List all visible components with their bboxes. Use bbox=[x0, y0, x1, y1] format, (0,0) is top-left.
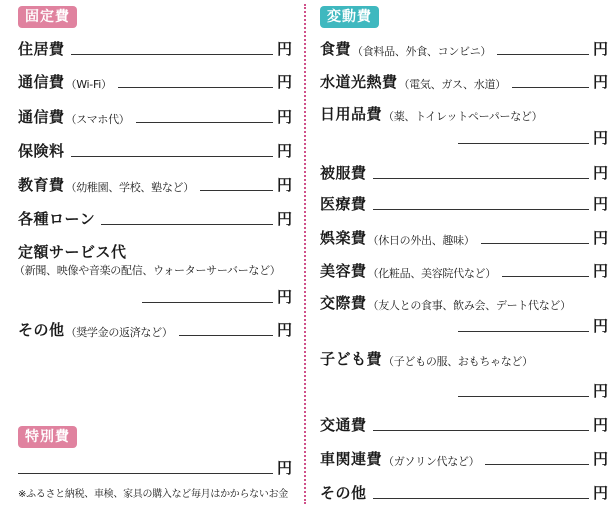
amount-line[interactable] bbox=[200, 190, 273, 191]
variable-row-other[interactable] bbox=[320, 477, 608, 503]
row-label: 教育費 bbox=[18, 176, 65, 194]
variable-row-children-amount[interactable] bbox=[452, 375, 608, 401]
variable-row-clothing[interactable] bbox=[320, 157, 608, 183]
variable-cost-badge: 変動費 bbox=[320, 6, 379, 28]
row-label: 子ども費 bbox=[320, 350, 383, 368]
amount-line[interactable] bbox=[458, 331, 589, 332]
variable-row-social-amount[interactable] bbox=[452, 310, 608, 336]
row-sublabel: （幼稚園、学校、塾など） bbox=[65, 181, 194, 194]
yen-unit: 円 bbox=[592, 164, 608, 182]
fixed-row-loans[interactable] bbox=[18, 203, 292, 229]
variable-row-entertainment[interactable] bbox=[320, 222, 608, 248]
row-sublabel: （Wi-Fi） bbox=[65, 78, 112, 91]
amount-line[interactable] bbox=[71, 156, 273, 157]
row-label: 各種ローン bbox=[18, 210, 96, 228]
row-label: 美容費 bbox=[320, 262, 367, 280]
row-label: 医療費 bbox=[320, 195, 367, 213]
row-label: 食費 bbox=[320, 40, 352, 58]
yen-unit: 円 bbox=[592, 416, 608, 434]
yen-unit: 円 bbox=[592, 317, 608, 335]
amount-line[interactable] bbox=[512, 87, 589, 88]
variable-row-daily-goods-title bbox=[320, 98, 608, 124]
row-sublabel: （友人との食事、飲み会、デート代など） bbox=[367, 299, 571, 312]
special-cost-badge: 特別費 bbox=[18, 426, 77, 448]
variable-row-children-title bbox=[320, 343, 608, 369]
row-label: 日用品費 bbox=[320, 105, 383, 123]
amount-line[interactable] bbox=[485, 464, 589, 465]
special-row-amount[interactable] bbox=[18, 452, 292, 478]
yen-unit: 円 bbox=[592, 40, 608, 58]
row-label: 車関連費 bbox=[320, 450, 383, 468]
variable-row-food[interactable] bbox=[320, 33, 608, 59]
fixed-row-phone[interactable] bbox=[18, 101, 292, 127]
row-label: 娯楽費 bbox=[320, 229, 367, 247]
row-sublabel: （奨学金の返済など） bbox=[65, 326, 173, 339]
yen-unit: 円 bbox=[592, 484, 608, 502]
row-sublabel: （食料品、外食、コンビニ） bbox=[352, 45, 492, 58]
amount-line[interactable] bbox=[179, 335, 273, 336]
row-sublabel: （休日の外出、趣味） bbox=[367, 234, 475, 247]
yen-unit: 円 bbox=[276, 108, 292, 126]
yen-unit: 円 bbox=[276, 176, 292, 194]
variable-row-daily-goods-amount[interactable] bbox=[452, 122, 608, 148]
variable-row-medical[interactable] bbox=[320, 188, 608, 214]
amount-line[interactable] bbox=[18, 473, 273, 474]
variable-row-car[interactable] bbox=[320, 443, 608, 469]
yen-unit: 円 bbox=[276, 321, 292, 339]
yen-unit: 円 bbox=[592, 382, 608, 400]
yen-unit: 円 bbox=[276, 210, 292, 228]
row-sublabel: （スマホ代） bbox=[65, 113, 130, 126]
yen-unit: 円 bbox=[276, 73, 292, 91]
amount-line[interactable] bbox=[71, 54, 273, 55]
amount-line[interactable] bbox=[142, 302, 273, 303]
yen-unit: 円 bbox=[276, 142, 292, 160]
yen-unit: 円 bbox=[276, 40, 292, 58]
variable-row-utilities[interactable] bbox=[320, 66, 608, 92]
fixed-row-wifi[interactable] bbox=[18, 66, 292, 92]
row-label: 通信費 bbox=[18, 108, 65, 126]
row-label: 通信費 bbox=[18, 73, 65, 91]
row-label: 住居費 bbox=[18, 40, 65, 58]
amount-line[interactable] bbox=[118, 87, 273, 88]
row-sublabel: （ガソリン代など） bbox=[383, 455, 480, 468]
row-label: 定額サービス代 bbox=[18, 243, 127, 261]
variable-row-beauty[interactable] bbox=[320, 255, 608, 281]
row-label: 被服費 bbox=[320, 164, 367, 182]
yen-unit: 円 bbox=[592, 450, 608, 468]
amount-line[interactable] bbox=[481, 243, 589, 244]
fixed-row-other[interactable] bbox=[18, 314, 292, 340]
yen-unit: 円 bbox=[592, 262, 608, 280]
fixed-row-insurance[interactable] bbox=[18, 135, 292, 161]
subscription-note: （新聞、映像や音楽の配信、ウォーターサーバーなど） bbox=[14, 264, 281, 277]
amount-line[interactable] bbox=[502, 276, 589, 277]
fixed-cost-badge: 固定費 bbox=[18, 6, 77, 28]
row-sublabel: （薬、トイレットペーパーなど） bbox=[383, 110, 543, 123]
amount-line[interactable] bbox=[101, 224, 273, 225]
variable-row-transport[interactable] bbox=[320, 409, 608, 435]
fixed-row-subscription-amount[interactable] bbox=[136, 281, 292, 307]
yen-unit: 円 bbox=[592, 73, 608, 91]
yen-unit: 円 bbox=[276, 288, 292, 306]
amount-line[interactable] bbox=[136, 122, 273, 123]
amount-line[interactable] bbox=[458, 143, 589, 144]
amount-line[interactable] bbox=[373, 178, 589, 179]
amount-line[interactable] bbox=[497, 54, 589, 55]
yen-unit: 円 bbox=[276, 459, 292, 477]
special-note: ※ふるさと納税、車検、家具の購入など毎月はかからないお金 bbox=[18, 489, 288, 500]
fixed-row-education[interactable] bbox=[18, 169, 292, 195]
amount-line[interactable] bbox=[373, 430, 589, 431]
amount-line[interactable] bbox=[373, 498, 589, 499]
amount-line[interactable] bbox=[458, 396, 589, 397]
row-sublabel: （子どもの服、おもちゃなど） bbox=[383, 355, 533, 368]
row-label: 交際費 bbox=[320, 294, 367, 312]
row-label: 交通費 bbox=[320, 416, 367, 434]
row-sublabel: （化粧品、美容院代など） bbox=[367, 267, 496, 280]
fixed-row-housing[interactable] bbox=[18, 33, 292, 59]
row-label: 水道光熱費 bbox=[320, 73, 398, 91]
row-sublabel: （電気、ガス、水道） bbox=[398, 78, 506, 91]
yen-unit: 円 bbox=[592, 129, 608, 147]
amount-line[interactable] bbox=[373, 209, 589, 210]
yen-unit: 円 bbox=[592, 229, 608, 247]
row-label: その他 bbox=[18, 321, 65, 339]
fixed-row-subscription-title bbox=[18, 236, 292, 262]
row-label: 保険料 bbox=[18, 142, 65, 160]
yen-unit: 円 bbox=[592, 195, 608, 213]
column-divider bbox=[304, 4, 306, 504]
row-label: その他 bbox=[320, 484, 367, 502]
